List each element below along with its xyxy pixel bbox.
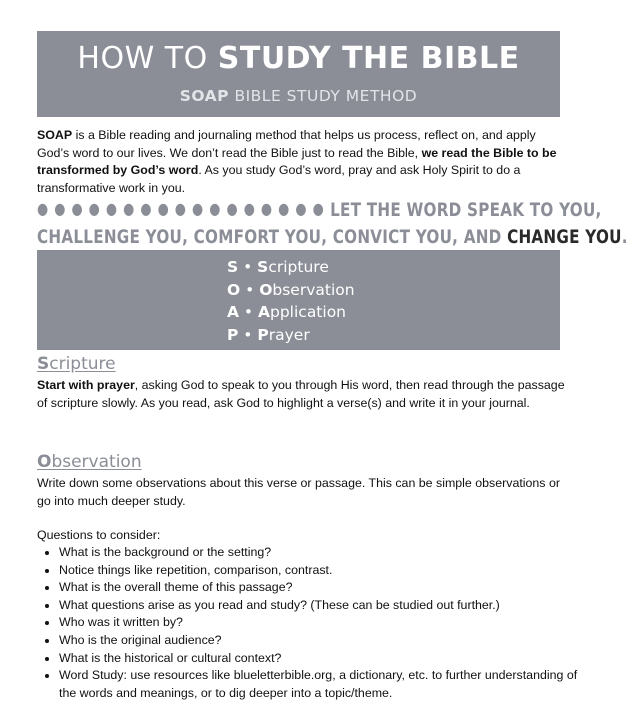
subtitle-bold: SOAP [179,87,230,105]
list-item: • What is the historical or cultural context? [59,650,587,668]
soap-row-s [227,258,329,276]
page-subtitle [37,87,560,105]
scripture-body: , asking God to speak to you through His word, then read through the passage of scripture slowly. As you read, ask God to highlight a verse(s) and write it in your journal. [37,378,565,410]
page-title [37,41,560,76]
soap-row-a [227,303,346,321]
heading-initial: S [37,354,50,374]
heading-rest: cripture [49,354,116,374]
quote-line-2: CHALLENGE YOU, COMFORT YOU, CONVICT YOU, AND [37,226,502,248]
soap-word-rest: bservation [272,281,355,299]
questions-label: Questions to consider: [37,528,161,542]
quote-change-you: CHANGE YOU [507,226,622,248]
heading-initial: O [37,452,52,472]
list-item: • Who was it written by? [59,614,587,632]
intro-soap-bold: SOAP [37,128,73,142]
quote-line-1: LET THE WORD SPEAK TO YOU, [330,199,602,221]
soap-row-o [227,281,355,299]
soap-sep: • [238,326,258,344]
soap-word-rest: rayer [268,326,310,344]
list-item: • Who is the original audience? [59,632,587,650]
heading-rest: bservation [51,452,142,472]
scripture-paragraph [37,377,565,412]
title-banner [37,31,560,117]
soap-letter: S [227,258,239,276]
intro-paragraph [37,127,565,197]
list-item: • What questions arise as you read and study? (These can be studied out further.) [59,597,587,615]
soap-word-first: S [257,258,269,276]
scripture-heading [37,354,116,374]
intro-text-1: is a Bible reading and journaling method that helps us process, reflect on, and apply God’s word to our lives. We don’t read the Bible just to read the Bible, [37,128,536,160]
soap-sep: • [239,303,258,321]
subtitle-rest: BIBLE STUDY METHOD [234,87,418,105]
quote-end: . [621,226,628,248]
soap-sep: • [240,281,260,299]
soap-row-p [227,326,310,344]
observation-paragraph: Write down some observations about this verse or passage. This can be simple observations or go into much deeper study. [37,476,560,508]
soap-word-first: P [257,326,269,344]
soap-acronym-box [37,250,560,350]
pull-quote [37,197,628,251]
soap-word-rest: pplication [270,303,347,321]
quote-dots: ● ● ● ● ● ● ● ● ● ● ● ● ● ● ● ● ● [37,199,325,218]
list-item: • What is the background or the setting? [59,544,587,562]
scripture-lead: Start with prayer [37,378,135,392]
title-bold: STUDY THE BIBLE [217,41,520,76]
intro-text-2: . As you study God’s word, pray and ask Holy Spirit to do a transformative work in you. [37,163,521,195]
soap-letter: P [227,326,239,344]
list-item: • Word Study: use resources like blueletterbible.org, a dictionary, etc. to further understanding of the words and meanings, or to dig deeper into a topic/theme. [59,667,587,702]
list-item: • Notice things like repetition, comparison, contrast. [59,562,587,580]
soap-letter: A [227,303,239,321]
soap-word-rest: cripture [268,258,329,276]
soap-word-first: O [259,281,273,299]
soap-word-first: A [258,303,270,321]
title-light: HOW TO [77,41,208,76]
list-item: • What is the overall theme of this passage? [59,579,587,597]
observation-heading [37,452,142,472]
questions-list [37,544,587,702]
soap-letter: O [227,281,241,299]
soap-sep: • [238,258,258,276]
intro-bold-statement: we read the Bible to be transformed by God’s word [37,145,557,178]
